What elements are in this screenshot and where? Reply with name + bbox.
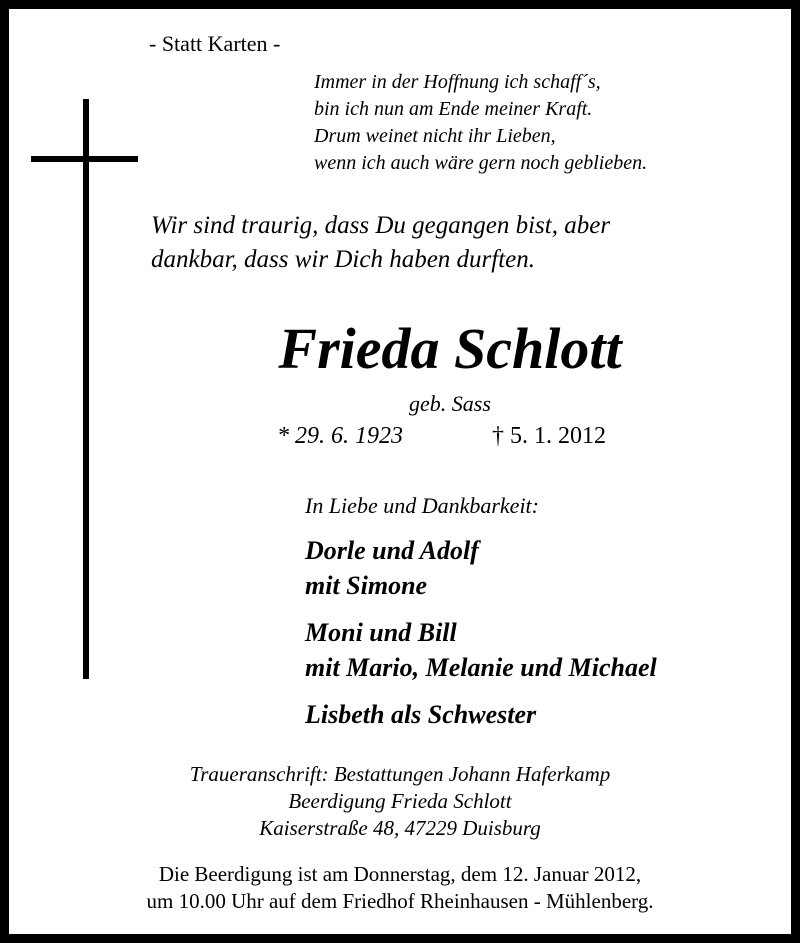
mourning-address xyxy=(9,761,791,842)
address-line: Beerdigung Frieda Schlott xyxy=(288,789,512,813)
mourner-line: Lisbeth als Schwester xyxy=(305,700,537,729)
funeral-line: um 10.00 Uhr auf dem Friedhof Rheinhausen - Mühlenberg. xyxy=(146,889,654,913)
cross-horizontal-bar xyxy=(31,156,138,162)
poem-line: Drum weinet nicht ihr Lieben, xyxy=(314,125,556,147)
address-line: Kaiserstraße 48, 47229 Duisburg xyxy=(259,816,541,840)
poem-line: bin ich nun am Ende meiner Kraft. xyxy=(314,98,593,120)
mourners-list xyxy=(305,533,657,744)
address-line: Traueranschrift: Bestattungen Johann Haferkamp xyxy=(189,762,611,786)
mourners-intro: In Liebe und Dankbarkeit: xyxy=(305,493,539,518)
mourner-line: Dorle und Adolf xyxy=(305,536,479,565)
birth-date: * 29. 6. 1923 xyxy=(277,423,403,449)
poem-line: Immer in der Hoffnung ich schaff´s, xyxy=(314,71,601,93)
mourner-line: mit Simone xyxy=(305,571,428,600)
deceased-name: Frieda Schlott xyxy=(278,316,622,381)
funeral-line: Die Beerdigung ist am Donnerstag, dem 12. Januar 2012, xyxy=(158,862,642,886)
poem-line: wenn ich auch wäre gern noch geblieben. xyxy=(314,152,648,174)
cross-vertical-bar xyxy=(83,99,89,679)
quote-line: Wir sind traurig, dass Du gegangen bist, aber xyxy=(151,212,611,239)
birth-name: geb. Sass xyxy=(409,391,491,416)
mourner-line: mit Mario, Melanie und Michael xyxy=(305,653,657,682)
mourner-group xyxy=(305,615,657,685)
poem xyxy=(314,69,647,177)
quote xyxy=(151,209,610,277)
mourner-group xyxy=(305,697,657,732)
funeral-info xyxy=(9,861,791,915)
quote-line: dankbar, dass wir Dich haben durften. xyxy=(151,246,536,273)
death-date: † 5. 1. 2012 xyxy=(492,423,606,449)
mourner-line: Moni und Bill xyxy=(305,618,457,647)
mourner-group xyxy=(305,533,657,603)
header-statt-karten: - Statt Karten - xyxy=(149,31,281,56)
